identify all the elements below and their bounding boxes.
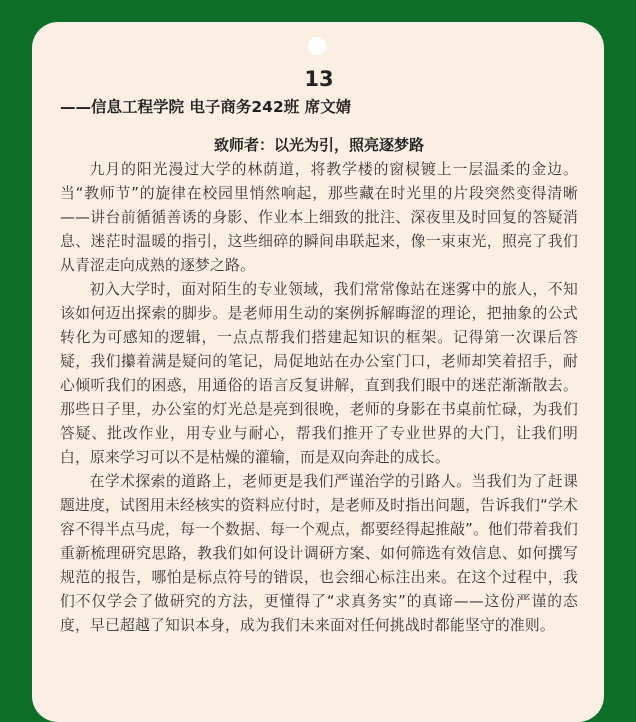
article-number: 13 (304, 67, 334, 91)
paragraph-1: 九月的阳光漫过大学的林荫道，将教学楼的窗棂镀上一层温柔的金边。当“教师节”的旋律在校园里悄然响起，那些藏在时光里的片段突然变得清晰——讲台前循循善诱的身影、作业本上细致的批注、深夜里及时回复的答疑消息、迷茫时温暖的指引，这些细碎的瞬间串联起来，像一束束光，照亮了我们从青涩走向成熟的逐梦之路。 (60, 161, 578, 274)
paragraph-2: 初入大学时，面对陌生的专业领域，我们常常像站在迷雾中的旅人，不知该如何迈出探索的脚步。是老师用生动的案例拆解晦涩的理论，把抽象的公式转化为可感知的逻辑，一点点帮我们搭建起知识的框架。记得第一次课后答疑，我们攥着满是疑问的笔记，局促地站在办公室门口，老师却笑着招手，耐心倾听我们的困惑，用通俗的语言反复讲解，直到我们眼中的迷茫渐渐散去。那些日子里，办公室的灯光总是亮到很晚，老师的身影在书桌前忙碌，为我们答疑、批改作业，用专业与耐心，帮我们推开了专业世界的大门，让我们明白，原来学习可以不是枯燥的灌输，而是双向奔赴的成长。 (60, 281, 578, 466)
author-line: ——信息工程学院 电子商务242班 席文婧 (60, 98, 352, 116)
punch-hole-decoration (308, 37, 326, 55)
article-card (32, 22, 604, 722)
paragraph-3: 在学术探索的道路上，老师更是我们严谨治学的引路人。当我们为了赶课题进度，试图用未经核实的资料应付时，是老师及时指出问题，告诉我们“学术容不得半点马虎，每一个数据、每一个观点，都要经得起推敲”。他们带着我们重新梳理研究思路，教我们如何设计调研方案、如何筛选有效信息、如何撰写规范的报告，哪怕是标点符号的错误，也会细心标注出来。在这个过程中，我们不仅学会了做研究的方法，更懂得了“求真务实”的真谛——这份严谨的态度，早已超越了知识本身，成为我们未来面对任何挑战时都能坚守的准则。 (60, 473, 578, 634)
article-title: 致师者：以光为引，照亮逐梦路 (213, 136, 424, 154)
